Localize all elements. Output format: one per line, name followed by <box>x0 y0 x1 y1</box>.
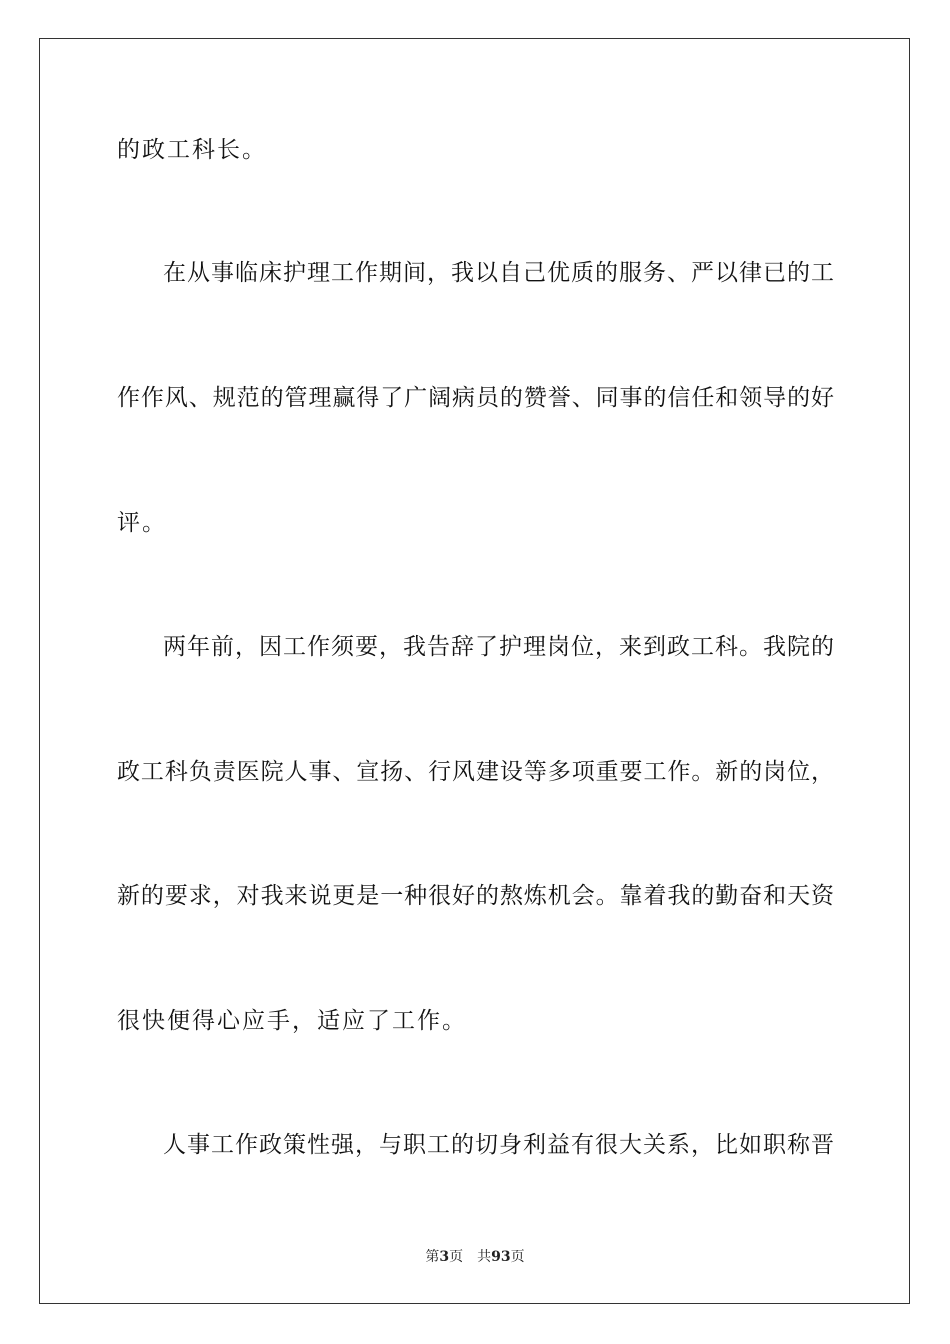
page-prefix: 第 <box>425 1249 440 1265</box>
page-number: 3 <box>439 1249 450 1265</box>
total-pages: 93 <box>491 1249 511 1265</box>
page-suffix: 页 <box>449 1249 464 1265</box>
text-line-3: 作作风、规范的管理赢得了广阔病员的赞誉、同事的信任和领导的好 <box>117 385 834 411</box>
text-line-8: 很快便得心应手，适应了工作。 <box>117 1008 467 1034</box>
page-footer <box>0 1247 950 1267</box>
text-line-7: 新的要求，对我来说更是一种很好的熬炼机会。靠着我的勤奋和天资 <box>117 883 834 909</box>
text-line-4: 评。 <box>117 510 167 536</box>
total-suffix: 页 <box>510 1249 525 1265</box>
text-line-9: 人事工作政策性强，与职工的切身利益有很大关系，比如职称晋 <box>163 1132 834 1158</box>
text-line-5: 两年前，因工作须要，我告辞了护理岗位，来到政工科。我院的 <box>163 634 834 660</box>
text-line-1: 的政工科长。 <box>117 137 267 163</box>
text-line-2: 在从事临床护理工作期间，我以自己优质的服务、严以律已的工 <box>163 260 834 286</box>
page-border <box>39 38 910 1304</box>
text-line-6: 政工科负责医院人事、宣扬、行风建设等多项重要工作。新的岗位， <box>117 759 834 785</box>
total-prefix: 共 <box>477 1249 492 1265</box>
